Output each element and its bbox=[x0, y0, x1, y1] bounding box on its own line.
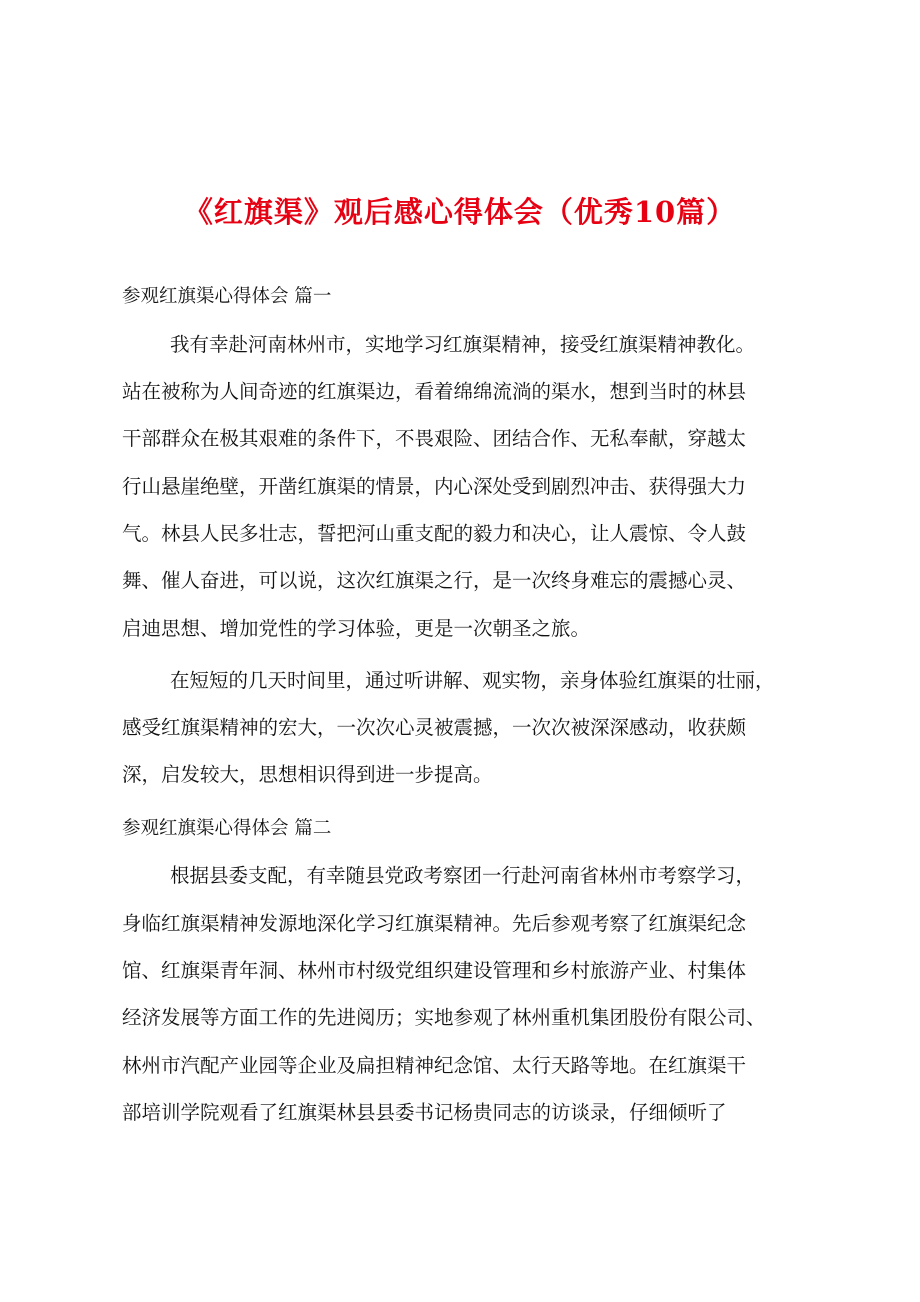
paragraph-line: 我有幸赴河南林州市，实地学习红旗渠精神，接受红旗渠精神教化。 bbox=[170, 333, 756, 356]
paragraph-line: 气。林县人民多壮志，誓把河山重支配的毅力和决心，让人震惊、令人鼓 bbox=[122, 522, 747, 545]
paragraph-line: 舞、催人奋进，可以说，这次红旗渠之行，是一次终身难忘的震撼心灵、 bbox=[122, 569, 747, 592]
section-heading-2: 参观红旗渠心得体会 篇二 bbox=[122, 818, 332, 839]
paragraph-line: 根据县委支配，有幸随县党政考察团一行赴河南省林州市考察学习， bbox=[170, 864, 756, 887]
paragraph-line: 深，启发较大，思想相识得到进一步提高。 bbox=[122, 763, 493, 786]
paragraph-line: 林州市汽配产业园等企业及扁担精神纪念馆、太行天路等地。在红旗渠干 bbox=[122, 1054, 747, 1077]
paragraph-line: 馆、红旗渠青年洞、林州市村级党组织建设管理和乡村旅游产业、村集体 bbox=[122, 959, 747, 982]
paragraph-line: 干部群众在极其艰难的条件下，不畏艰险、团结合作、无私奉献，穿越太 bbox=[122, 427, 747, 450]
document-title: 《红旗渠》观后感心得体会（优秀10篇） bbox=[183, 195, 737, 229]
paragraph-line: 身临红旗渠精神发源地深化学习红旗渠精神。先后参观考察了红旗渠纪念 bbox=[122, 912, 747, 935]
paragraph-line: 部培训学院观看了红旗渠林县县委书记杨贵同志的访谈录，仔细倾听了 bbox=[122, 1101, 727, 1124]
paragraph-line: 感受红旗渠精神的宏大，一次次心灵被震撼，一次次被深深感动，收获颇 bbox=[122, 716, 747, 739]
paragraph-line: 站在被称为人间奇迹的红旗渠边，看着绵绵流淌的渠水，想到当时的林县 bbox=[122, 380, 747, 403]
paragraph-line: 在短短的几天时间里，通过听讲解、观实物，亲身体验红旗渠的壮丽， bbox=[170, 669, 775, 692]
section-heading-1: 参观红旗渠心得体会 篇一 bbox=[122, 286, 332, 307]
paragraph-line: 经济发展等方面工作的先进阅历；实地参观了林州重机集团股份有限公司、 bbox=[122, 1006, 766, 1029]
paragraph-line: 启迪思想、增加党性的学习体验，更是一次朝圣之旅。 bbox=[122, 617, 591, 640]
paragraph-line: 行山悬崖绝壁，开凿红旗渠的情景，内心深处受到剧烈冲击、获得强大力 bbox=[122, 475, 747, 498]
